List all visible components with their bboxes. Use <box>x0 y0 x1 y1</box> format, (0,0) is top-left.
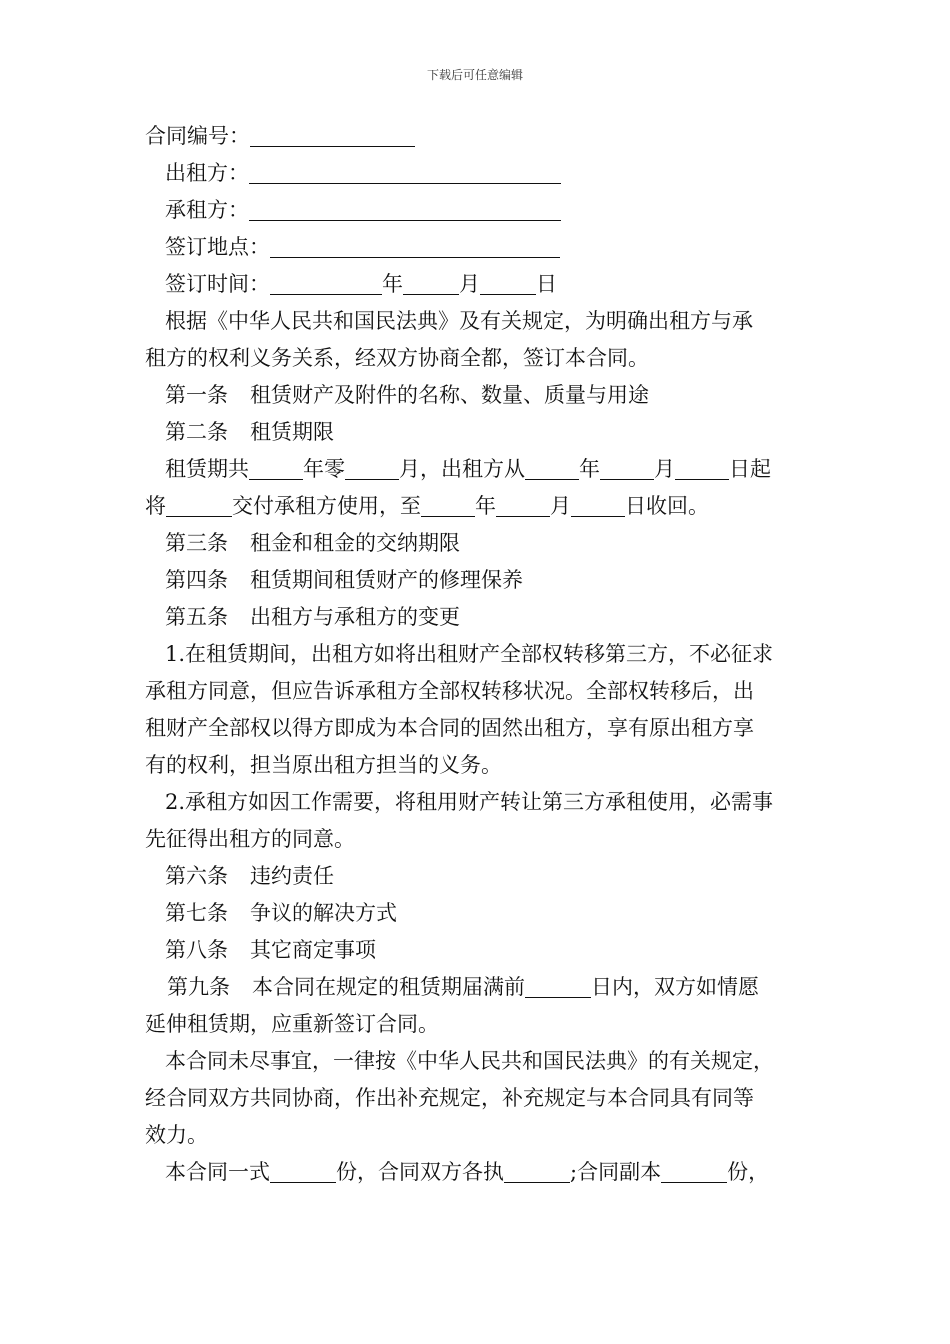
article-4-number: 第四条 <box>165 568 228 592</box>
signing-place-blank[interactable] <box>270 235 560 258</box>
article-3-title: 租金和租金的交纳期限 <box>250 531 460 555</box>
renewal-days-blank[interactable] <box>525 975 591 998</box>
clause-2-line-1: 2.承租方如因工作需要，将租用财产转让第三方承租使用，必需事 <box>165 790 774 814</box>
article-2-title: 租赁期限 <box>250 420 334 444</box>
closing-line-2: 经合同双方共同协商，作出补充规定，补充规定与本合同具有同等 <box>145 1086 754 1110</box>
article-5-title: 出租方与承租方的变更 <box>250 605 460 629</box>
article-6-number: 第六条 <box>165 864 228 888</box>
article-5-number: 第五条 <box>165 605 228 629</box>
article-9-text: 本合同在规定的租赁期届满前 <box>252 975 525 999</box>
term-text: 年 <box>579 457 600 481</box>
lessor-row <box>145 155 810 192</box>
article-9-text: 日内，双方如情愿 <box>591 975 759 999</box>
start-day-blank[interactable] <box>675 457 729 480</box>
article-6-title: 违约责任 <box>250 864 334 888</box>
start-year-blank[interactable] <box>525 457 579 480</box>
copies-each-blank[interactable] <box>504 1160 570 1183</box>
year-label: 年 <box>382 272 403 296</box>
clause-1-line-2: 承租方同意，但应告诉承租方全部权转移状况。全部权转移后，出 <box>145 679 754 703</box>
closing-line-1: 本合同未尽事宜，一律按《中华人民共和国民法典》的有关规定， <box>165 1049 774 1073</box>
article-1-number: 第一条 <box>165 383 228 407</box>
signing-year-blank[interactable] <box>270 272 382 295</box>
signing-day-blank[interactable] <box>480 272 536 295</box>
article-2 <box>145 414 810 451</box>
term-text: 交付承租方使用，至 <box>232 494 421 518</box>
article-1-title: 租赁财产及附件的名称、数量、质量与用途 <box>250 383 649 407</box>
lessor-blank[interactable] <box>249 161 561 184</box>
article-3 <box>145 525 810 562</box>
signing-time-row <box>145 266 810 303</box>
contract-document <box>145 118 810 1191</box>
lessor-label: 出租方： <box>165 161 249 185</box>
day-label: 日 <box>536 272 557 296</box>
month-label: 月 <box>459 272 480 296</box>
lessee-row <box>145 192 810 229</box>
copies-line <box>145 1154 810 1191</box>
end-day-blank[interactable] <box>571 494 625 517</box>
article-7 <box>145 895 810 932</box>
lease-term-line-2 <box>145 488 810 525</box>
article-4 <box>145 562 810 599</box>
lease-term-line-1 <box>145 451 810 488</box>
copies-text: 份， <box>727 1160 770 1184</box>
term-text: 月，出租方从 <box>399 457 525 481</box>
start-month-blank[interactable] <box>600 457 654 480</box>
term-text: 年零 <box>303 457 345 481</box>
article-8-title: 其它商定事项 <box>250 938 376 962</box>
copies-total-blank[interactable] <box>270 1160 336 1183</box>
term-text: 年 <box>475 494 496 518</box>
term-text: 月 <box>654 457 675 481</box>
preamble-line-1: 根据《中华人民共和国民法典》及有关规定，为明确出租方与承 <box>165 309 753 333</box>
term-text: 日起 <box>729 457 771 481</box>
end-month-blank[interactable] <box>496 494 550 517</box>
signing-time-label: 签订时间： <box>165 272 270 296</box>
contract-number-row <box>145 118 810 155</box>
download-note: 下载后可任意编辑 <box>426 68 523 82</box>
article-9-number: 第九条 <box>167 975 230 999</box>
article-5 <box>145 599 810 636</box>
signing-place-row <box>145 229 810 266</box>
property-blank[interactable] <box>166 494 232 517</box>
term-months-blank[interactable] <box>345 457 399 480</box>
lessee-label: 承租方： <box>165 198 249 222</box>
article-6 <box>145 858 810 895</box>
article-2-number: 第二条 <box>165 420 228 444</box>
copies-text: 份，合同双方各执 <box>336 1160 504 1184</box>
end-year-blank[interactable] <box>421 494 475 517</box>
article-1 <box>145 377 810 414</box>
article-9-line-2: 延伸租赁期，应重新签订合同。 <box>145 1012 439 1036</box>
contract-number-label: 合同编号： <box>145 124 250 148</box>
signing-month-blank[interactable] <box>403 272 459 295</box>
article-7-title: 争议的解决方式 <box>250 901 397 925</box>
preamble-line-2: 租方的权利义务关系，经双方协商全都，签订本合同。 <box>145 346 649 370</box>
term-years-blank[interactable] <box>249 457 303 480</box>
copies-text: ;合同副本 <box>570 1160 662 1184</box>
article-4-title: 租赁期间租赁财产的修理保养 <box>250 568 523 592</box>
term-text: 日收回。 <box>625 494 709 518</box>
article-8-number: 第八条 <box>165 938 228 962</box>
clause-1-line-3: 租财产全部权以得方即成为本合同的固然出租方，享有原出租方享 <box>145 716 754 740</box>
article-9-line-1 <box>145 969 810 1006</box>
article-3-number: 第三条 <box>165 531 228 555</box>
clause-1-line-1: 1.在租赁期间，出租方如将出租财产全部权转移第三方，不必征求 <box>165 642 774 666</box>
clause-1-line-4: 有的权利，担当原出租方担当的义务。 <box>145 753 502 777</box>
signing-place-label: 签订地点： <box>165 235 270 259</box>
article-8 <box>145 932 810 969</box>
clause-2-line-2: 先征得出租方的同意。 <box>145 827 355 851</box>
term-text: 将 <box>145 494 166 518</box>
article-7-number: 第七条 <box>165 901 228 925</box>
lessee-blank[interactable] <box>249 198 561 221</box>
term-text: 月 <box>550 494 571 518</box>
copies-duplicate-blank[interactable] <box>661 1160 727 1183</box>
closing-line-3: 效力。 <box>145 1123 208 1147</box>
term-text: 租赁期共 <box>165 457 249 481</box>
contract-number-blank[interactable] <box>250 124 415 147</box>
copies-text: 本合同一式 <box>165 1160 270 1184</box>
